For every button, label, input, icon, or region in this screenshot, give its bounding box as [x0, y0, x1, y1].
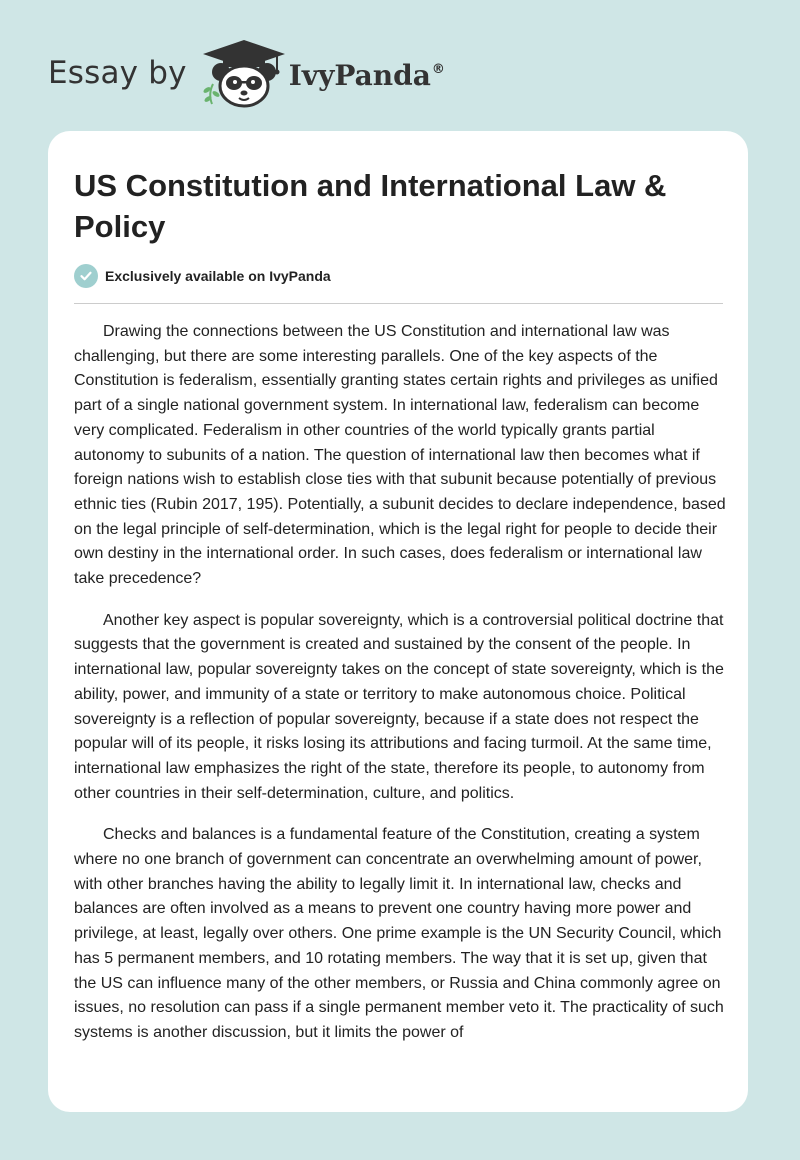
exclusive-badge: [74, 264, 331, 288]
registered-mark: ®: [431, 61, 445, 77]
paragraph: Checks and balances is a fundamental feature of the Constitution, creating a system where no one branch of government can concentrate an overwhelming amount of power, with other branches having the ability to legally limit it. In international law, checks and balances are often involved as a means to prevent one country having more power and privilege, at least, legally over others. One prime example is the UN Security Council, which has 5 permanent members, and 10 rotating members. The way that it is set up, given that the US can influence many of the other members, or Russia and China commonly agree on issues, no resolution can pass if a single permanent member veto it. The practicality of such systems is another discussion, but it limits the power of: [74, 826, 724, 1041]
brand-header: [48, 38, 445, 108]
essay-body: [74, 320, 728, 1063]
exclusive-badge-label: Exclusively available on IvyPanda: [105, 268, 331, 284]
page-title: US Constitution and International Law & Policy: [74, 168, 667, 244]
essay-by-label: Essay by: [48, 55, 187, 91]
brand-name-text: IvyPanda: [288, 58, 431, 92]
paragraph: Drawing the connections between the US Constitution and international law was challenging, but there are some interesting parallels. One of the key aspects of the Constitution is federalism, essentially granting states certain rights and privileges as unified part of a single national government system. In international law, federalism can become very complicated. Federalism in other countries of the world typically grants partial autonomy to subunits of a nation. The question of international law then becomes what if foreign nations wish to establish close ties with that subunit because potentially of previous ethnic ties (Rubin 2017, 195). Potentially, a subunit decides to declare independence, based on the legal principle of self-determination, which is the legal right for people to decide their own destiny in the international order. In such cases, does federalism or international law take precedence?: [74, 323, 726, 588]
brand-name: [289, 59, 445, 92]
check-icon: [74, 264, 98, 288]
divider: [74, 303, 723, 304]
panda-logo-icon: [201, 38, 287, 108]
paragraph: Another key aspect is popular sovereignty, which is a controversial political doctrine that suggests that the government is created and sustained by the consent of the people. In international law, popular sovereignty takes on the concept of state sovereignty, which is the ability, power, and immunity of a state or territory to make autonomous choice. Political sovereignty is a reflection of popular sovereignty, because if a state does not respect the popular will of its people, it risks losing its attributions and facing turmoil. At the same time, international law emphasizes the right of the state, therefore its people, to autonomy from other countries in their self-determination, culture, and politics.: [74, 611, 724, 802]
essay-card: [48, 131, 748, 1112]
